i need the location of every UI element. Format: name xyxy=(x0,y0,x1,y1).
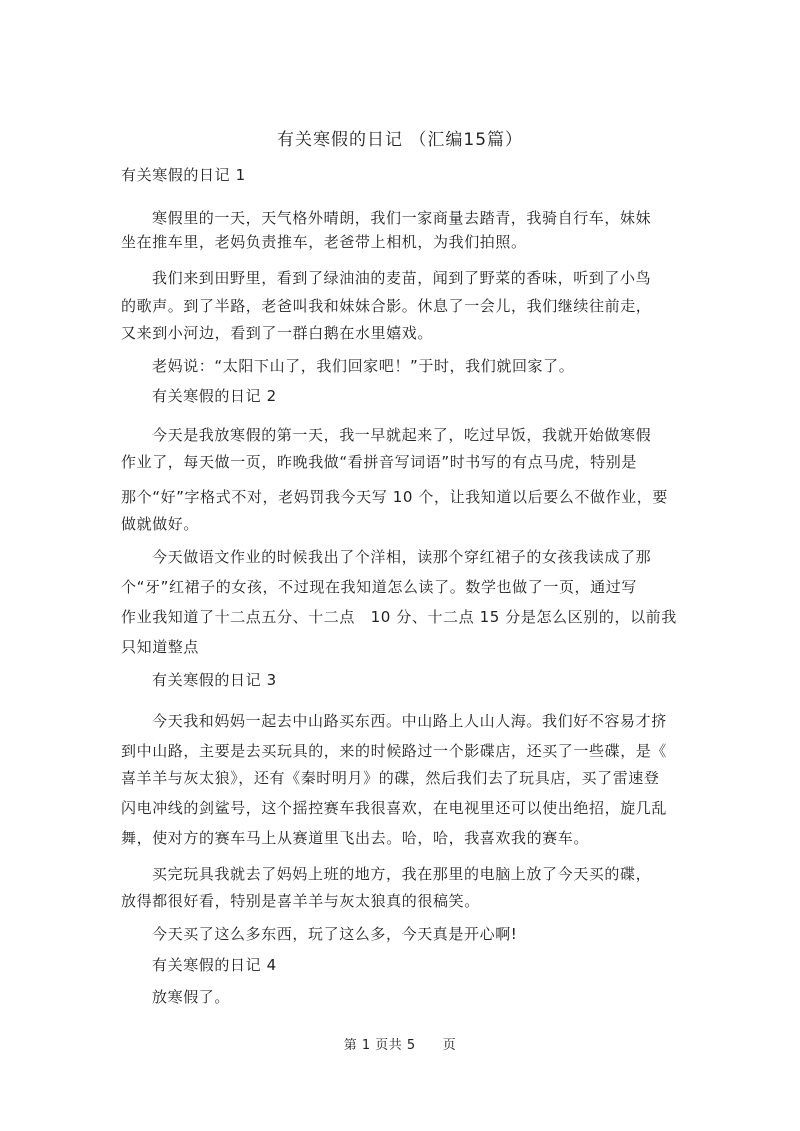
paragraph-line: 今天买了这么多东西，玩了这么多，今天真是开心啊! xyxy=(152,925,518,943)
paragraph-line: 做就做好。 xyxy=(121,515,200,533)
paragraph-line: 舞，使对方的赛车马上从赛道里飞出去。哈，哈，我喜欢我的赛车。 xyxy=(121,829,590,847)
diary-heading-3: 有关寒假的日记 3 xyxy=(152,671,277,689)
paragraph-line: 喜羊羊与灰太狼》，还有《秦时明月》的碟，然后我们去了玩具店，买了雷速登 xyxy=(121,769,660,787)
paragraph-line: 寒假里的一天，天气格外晴朗，我们一家商量去踏青，我骑自行车，妹妹 xyxy=(152,209,652,227)
paragraph-line: 作业了，每天做一页，昨晚我做“看拼音写词语”时书写的有点马虎，特别是 xyxy=(121,453,637,471)
paragraph-line: 只知道整点 xyxy=(121,638,200,656)
diary-heading-2: 有关寒假的日记 2 xyxy=(152,387,277,405)
diary-heading-1: 有关寒假的日记 1 xyxy=(121,166,246,184)
paragraph-line: 我们来到田野里，看到了绿油油的麦苗，闻到了野菜的香味，听到了小鸟 xyxy=(152,269,652,287)
paragraph-line: 个“牙”红裙子的女孩，不过现在我知道怎么读了。数学也做了一页，通过写 xyxy=(121,578,637,596)
paragraph-line: 闪电冲线的剑鲨号，这个摇控赛车我很喜欢，在电视里还可以使出绝招，旋几乱 xyxy=(121,799,668,817)
diary-heading-4: 有关寒假的日记 4 xyxy=(152,956,277,974)
paragraph-line: 坐在推车里，老妈负责推车，老爸带上相机，为我们拍照。 xyxy=(121,233,527,251)
paragraph-line: 的歌声。到了半路，老爸叫我和妹妹合影。休息了一会儿，我们继续往前走， xyxy=(121,297,652,315)
paragraph-line: 老妈说：“太阳下山了，我们回家吧！”于时，我们就回家了。 xyxy=(152,357,575,375)
paragraph-line: 那个“好”字格式不对，老妈罚我今天写 10 个，让我知道以后要么不做作业，要 xyxy=(121,488,668,506)
paragraph-line: 放寒假了。 xyxy=(152,988,231,1006)
paragraph-line: 放得都很好看，特别是喜羊羊与灰太狼真的很稿笑。 xyxy=(121,892,480,910)
paragraph-line: 今天做语文作业的时候我出了个洋相，读那个穿红裙子的女孩我读成了那 xyxy=(152,548,652,566)
paragraph-line: 买完玩具我就去了妈妈上班的地方，我在那里的电脑上放了今天买的碟， xyxy=(152,865,652,883)
page-footer: 第 1 页共 5 页 xyxy=(343,1038,457,1053)
paragraph-line: 到中山路，主要是去买玩具的，来的时候路过一个影碟店，还买了一些碟，是《 xyxy=(121,742,668,760)
paragraph-line: 又来到小河边，看到了一群白鹅在水里嬉戏。 xyxy=(121,324,434,342)
paragraph-line: 今天是我放寒假的第一天，我一早就起来了，吃过早饭，我就开始做寒假 xyxy=(152,426,652,444)
paragraph-line: 今天我和妈妈一起去中山路买东西。中山路上人山人海。我们好不容易才挤 xyxy=(152,712,667,730)
paragraph-line: 作业我知道了十二点五分、十二点 10 分、十二点 15 分是怎么区别的，以前我 xyxy=(121,608,677,626)
document-title: 有关寒假的日记 （汇编15篇） xyxy=(276,130,524,150)
